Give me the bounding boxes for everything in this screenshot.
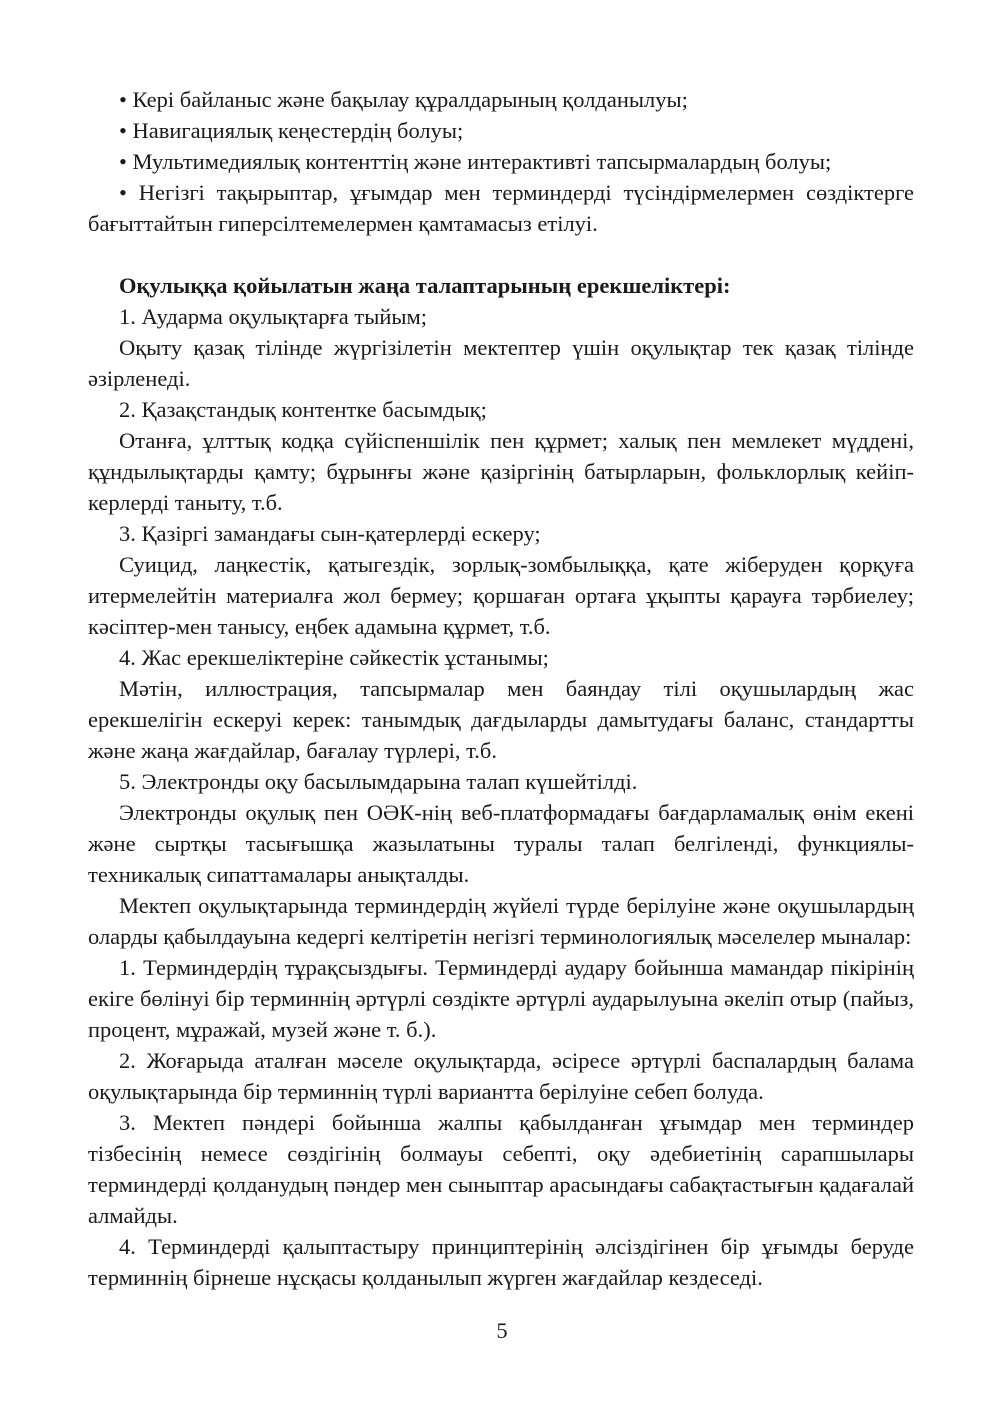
paragraph: 2. Қазақстандық контентке басымдық; — [119, 397, 487, 422]
paragraph: 1. Терминдердің тұрақсыздығы. Терминдерді аудару бойынша мамандар пікірінің екіге бөлінуі бір терминнің әртүрлі сөздікте әртүрлі аударылуына әкеліп отыр (пайыз, процент, мұражай, музей және т. б.). — [88, 955, 914, 1042]
paragraph: Оқыту қазақ тілінде жүргізілетін мектептер үшін оқулықтар тек қазақ тілінде әзірленеді. — [88, 335, 914, 391]
paragraph: 3. Қазіргі замандағы сын-қатерлерді ескеру; — [119, 521, 541, 546]
paragraph: 4. Жас ерекшеліктеріне сәйкестік ұстанымы; — [119, 645, 549, 670]
bullet-item: • Кері байланыс және бақылау құралдарының қолданылуы; — [119, 87, 688, 112]
bullet-item: • Навигациялық кеңестердің болуы; — [119, 118, 464, 143]
paragraph: 5. Электронды оқу басылымдарына талап күшейтілді. — [119, 769, 638, 794]
paragraph: Мектеп оқулықтарында терминдердің жүйелі түрде берілуіне және оқушылардың оларды қабылдауына кедергі келтіретін негізгі терминологиялық мәселелер мыналар: — [88, 893, 914, 949]
paragraph: 1. Аударма оқулықтарға тыйым; — [119, 304, 428, 329]
paragraph: 3. Мектеп пәндері бойынша жалпы қабылданған ұғымдар мен терминдер тізбесінің немесе сөздігінің болмауы себепті, оқу әдебиетінің сарапшылары терминдерді қолданудың пәндер мен сыныптар арасындағы сабақтастығын қадағалай алмайды. — [88, 1110, 914, 1228]
page-number: 5 — [496, 1318, 508, 1343]
paragraph: Суицид, лаңкестік, қатыгездік, зорлық-зомбылыққа, қате жіберуден қорқуға итермелейтін материалға жол бермеу; қоршаған ортаға ұқыпты қарауға тәрбиелеу; кәсіптер-мен танысу, еңбек адамына құрмет, т.б. — [88, 552, 914, 639]
paragraph: Отанға, ұлттық кодқа сүйіспеншілік пен құрмет; халық пен мемлекет мүддені, құндылықтарды қамту; бұрынғы және қазіргінің батырларын, фольклорлық кейіп-керлерді таныту, т.б. — [88, 428, 914, 515]
bullet-item: • Мультимедиялық контенттің және интерактивті тапсырмалардың болуы; — [119, 149, 832, 174]
paragraph: 4. Терминдерді қалыптастыру принциптерінің әлсіздігінен бір ұғымды беруде терминнің бірнеше нұсқасы қолданылып жүрген жағдайлар кездеседі. — [88, 1234, 914, 1290]
paragraph: Электронды оқулық пен ОӘК-нің веб-платформадағы бағдарламалық өнім екені және сыртқы тасығышқа жазылатыны туралы талап белгіленді, функциялы-техникалық сипаттамалары анықталды. — [88, 800, 914, 887]
paragraph: Мәтін, иллюстрация, тапсырмалар мен баяндау тілі оқушылардың жас ерекшелігін ескеруі керек: танымдық дағдыларды дамытудағы баланс, стандартты және жаңа жағдайлар, бағалау түрлері, т.б. — [88, 676, 914, 763]
section-heading: Оқулыққа қойылатын жаңа талаптарының ерекшеліктері: — [119, 273, 731, 298]
paragraph: 2. Жоғарыда аталған мәселе оқулықтарда, әсіресе әртүрлі баспалардың балама оқулықтарында бір терминнің түрлі вариантта берілуіне себеп болуда. — [88, 1048, 914, 1104]
bullet-item: • Негізгі тақырыптар, ұғымдар мен терминдерді түсіндірмелермен сөздіктерге бағыттайтын гиперсілтемелермен қамтамасыз етілуі. — [88, 180, 914, 236]
page-body — [88, 84, 914, 1293]
